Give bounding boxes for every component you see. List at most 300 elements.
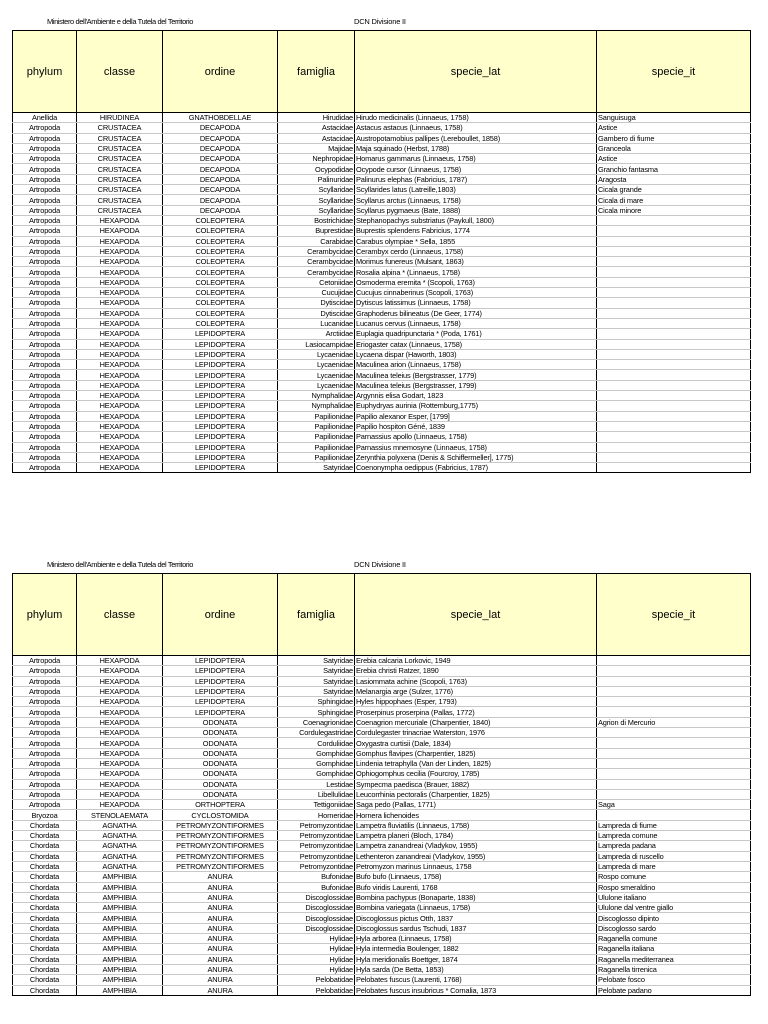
column-header-specie-it[interactable]: specie_it	[597, 31, 751, 113]
table-row[interactable]	[13, 370, 751, 380]
table-row[interactable]	[13, 113, 751, 123]
table-row[interactable]	[13, 769, 751, 779]
cell-ordine: DECAPODA	[163, 174, 278, 184]
cell-specie-lat: Papilio alexanor Esper, [1799]	[355, 411, 597, 421]
cell-famiglia: Cucujidae	[278, 288, 355, 298]
table-row[interactable]	[13, 810, 751, 820]
cell-famiglia: Scyllaridae	[278, 185, 355, 195]
cell-specie-it: Granceola	[597, 143, 751, 153]
cell-specie-it: Cicala grande	[597, 185, 751, 195]
cell-specie-lat: Palinurus elephas (Fabricius, 1787)	[355, 174, 597, 184]
table-row[interactable]	[13, 308, 751, 318]
cell-specie-it	[597, 236, 751, 246]
cell-ordine: ANURA	[163, 964, 278, 974]
cell-ordine: ODONATA	[163, 758, 278, 768]
cell-famiglia: Gomphidae	[278, 748, 355, 758]
cell-famiglia: Petromyzontidae	[278, 841, 355, 851]
cell-famiglia: Lycaenidae	[278, 349, 355, 359]
cell-phylum: Artropoda	[13, 666, 77, 676]
table-row[interactable]	[13, 697, 751, 707]
cell-phylum: Artropoda	[13, 288, 77, 298]
cell-specie-it	[597, 463, 751, 473]
cell-classe: HEXAPODA	[77, 769, 163, 779]
cell-ordine: LEPIDOPTERA	[163, 656, 278, 666]
cell-famiglia: Satyridae	[278, 656, 355, 666]
cell-specie-lat: Hyla meridionalis Boettger, 1874	[355, 954, 597, 964]
cell-phylum: Artropoda	[13, 226, 77, 236]
cell-specie-it: Ululone italiano	[597, 892, 751, 902]
cell-specie-it	[597, 411, 751, 421]
cell-phylum: Chordata	[13, 892, 77, 902]
cell-phylum: Artropoda	[13, 298, 77, 308]
table-row[interactable]	[13, 401, 751, 411]
table-row[interactable]	[13, 841, 751, 851]
cell-phylum: Artropoda	[13, 143, 77, 153]
table-row[interactable]	[13, 288, 751, 298]
table-row[interactable]	[13, 748, 751, 758]
cell-specie-it	[597, 380, 751, 390]
cell-specie-it	[597, 779, 751, 789]
cell-specie-it: Cicala minore	[597, 205, 751, 215]
table-row[interactable]	[13, 143, 751, 153]
cell-phylum: Artropoda	[13, 656, 77, 666]
cell-ordine: ANURA	[163, 903, 278, 913]
table-row[interactable]	[13, 339, 751, 349]
department-title: DCN Divisione II	[354, 560, 406, 569]
cell-ordine: ANURA	[163, 872, 278, 882]
cell-specie-it: Astice	[597, 154, 751, 164]
table-row[interactable]	[13, 246, 751, 256]
cell-specie-lat: Saga pedo (Pallas, 1771)	[355, 800, 597, 810]
cell-classe: AMPHIBIA	[77, 954, 163, 964]
cell-specie-it: Raganella mediterranea	[597, 954, 751, 964]
cell-specie-lat: Dytiscus latissimus (Linnaeus, 1758)	[355, 298, 597, 308]
cell-famiglia: Pelobatidae	[278, 975, 355, 985]
cell-phylum: Chordata	[13, 820, 77, 830]
cell-classe: HEXAPODA	[77, 318, 163, 328]
cell-specie-it	[597, 656, 751, 666]
table-row[interactable]	[13, 391, 751, 401]
cell-famiglia: Gomphidae	[278, 758, 355, 768]
species-table-2	[12, 573, 751, 996]
table-row[interactable]	[13, 975, 751, 985]
table-row[interactable]	[13, 318, 751, 328]
cell-famiglia: Petromyzontidae	[278, 851, 355, 861]
cell-classe: HEXAPODA	[77, 666, 163, 676]
cell-specie-lat: Buprestis splendens Fabricius, 1774	[355, 226, 597, 236]
table-row[interactable]	[13, 779, 751, 789]
cell-famiglia: Discoglossidae	[278, 913, 355, 923]
cell-specie-it	[597, 452, 751, 462]
cell-ordine: LEPIDOPTERA	[163, 686, 278, 696]
table-row[interactable]	[13, 934, 751, 944]
cell-ordine: COLEOPTERA	[163, 298, 278, 308]
cell-ordine: ODONATA	[163, 738, 278, 748]
cell-famiglia: Lestidae	[278, 779, 355, 789]
cell-phylum: Artropoda	[13, 174, 77, 184]
column-header-ordine[interactable]: ordine	[163, 574, 278, 656]
column-header-ordine[interactable]: ordine	[163, 31, 278, 113]
cell-specie-lat: Ocypode cursor (Linnaeus, 1758)	[355, 164, 597, 174]
cell-ordine: PETROMYZONTIFORMES	[163, 851, 278, 861]
table-row[interactable]	[13, 154, 751, 164]
table-row[interactable]	[13, 944, 751, 954]
cell-famiglia: Petromyzontidae	[278, 831, 355, 841]
cell-ordine: PETROMYZONTIFORMES	[163, 831, 278, 841]
cell-specie-lat: Oxygastra curtisii (Dale, 1834)	[355, 738, 597, 748]
cell-classe: HEXAPODA	[77, 370, 163, 380]
cell-phylum: Artropoda	[13, 236, 77, 246]
ministry-title: Ministero dell'Ambiente e della Tutela del Territorio	[47, 560, 194, 569]
cell-phylum: Chordata	[13, 882, 77, 892]
cell-ordine: LEPIDOPTERA	[163, 421, 278, 431]
table-row[interactable]	[13, 185, 751, 195]
table-row[interactable]	[13, 411, 751, 421]
page-header	[0, 560, 768, 572]
cell-ordine: COLEOPTERA	[163, 257, 278, 267]
cell-specie-it: Pelobate fosco	[597, 975, 751, 985]
cell-phylum: Artropoda	[13, 370, 77, 380]
column-header-specie-lat[interactable]: specie_lat	[355, 31, 597, 113]
cell-ordine: COLEOPTERA	[163, 226, 278, 236]
cell-classe: HEXAPODA	[77, 748, 163, 758]
cell-specie-lat: Maja squinado (Herbst, 1788)	[355, 143, 597, 153]
cell-phylum: Chordata	[13, 964, 77, 974]
table-row[interactable]	[13, 267, 751, 277]
table-row[interactable]	[13, 215, 751, 225]
ministry-title: Ministero dell'Ambiente e della Tutela del Territorio	[47, 17, 194, 26]
table-row[interactable]	[13, 205, 751, 215]
cell-famiglia: Hylidae	[278, 954, 355, 964]
cell-classe: CRUSTACEA	[77, 185, 163, 195]
table-row[interactable]	[13, 329, 751, 339]
cell-classe: HEXAPODA	[77, 452, 163, 462]
table-row[interactable]	[13, 236, 751, 246]
cell-specie-it: Rospo smeraldino	[597, 882, 751, 892]
cell-phylum: Artropoda	[13, 748, 77, 758]
table-row[interactable]	[13, 656, 751, 666]
table-row[interactable]	[13, 360, 751, 370]
cell-phylum: Artropoda	[13, 308, 77, 318]
cell-specie-it: Raganella italiana	[597, 944, 751, 954]
cell-specie-it	[597, 421, 751, 431]
cell-ordine: DECAPODA	[163, 154, 278, 164]
department-title: DCN Divisione II	[354, 17, 406, 26]
cell-phylum: Chordata	[13, 841, 77, 851]
cell-phylum: Artropoda	[13, 800, 77, 810]
cell-famiglia: Satyridae	[278, 676, 355, 686]
cell-phylum: Artropoda	[13, 728, 77, 738]
table-row[interactable]	[13, 133, 751, 143]
column-header-classe[interactable]: classe	[77, 31, 163, 113]
cell-famiglia: Hylidae	[278, 944, 355, 954]
cell-famiglia: Lucanidae	[278, 318, 355, 328]
table-row[interactable]	[13, 851, 751, 861]
cell-ordine: ANURA	[163, 934, 278, 944]
cell-classe: AMPHIBIA	[77, 913, 163, 923]
table-row[interactable]	[13, 174, 751, 184]
cell-ordine: COLEOPTERA	[163, 267, 278, 277]
table-row[interactable]	[13, 164, 751, 174]
table-row[interactable]	[13, 903, 751, 913]
cell-specie-lat: Astacus astacus (Linnaeus, 1758)	[355, 123, 597, 133]
column-header-phylum[interactable]: phylum	[13, 31, 77, 113]
cell-famiglia: Dytiscidae	[278, 308, 355, 318]
cell-classe: AGNATHA	[77, 820, 163, 830]
cell-famiglia: Papilionidae	[278, 432, 355, 442]
table-row[interactable]	[13, 861, 751, 871]
cell-ordine: LEPIDOPTERA	[163, 391, 278, 401]
cell-ordine: ODONATA	[163, 728, 278, 738]
table-row[interactable]	[13, 195, 751, 205]
table-row[interactable]	[13, 913, 751, 923]
table-header-row	[13, 31, 751, 113]
cell-ordine: LEPIDOPTERA	[163, 442, 278, 452]
cell-specie-it	[597, 758, 751, 768]
table-row[interactable]	[13, 789, 751, 799]
cell-famiglia: Tettigoniidae	[278, 800, 355, 810]
cell-specie-lat: Stephanopachys substriatus (Paykull, 1800)	[355, 215, 597, 225]
cell-classe: AMPHIBIA	[77, 872, 163, 882]
cell-ordine: ODONATA	[163, 748, 278, 758]
cell-famiglia: Hylidae	[278, 934, 355, 944]
cell-ordine: DECAPODA	[163, 133, 278, 143]
cell-specie-it: Rospo comune	[597, 872, 751, 882]
cell-famiglia: Ocypodidae	[278, 164, 355, 174]
cell-phylum: Artropoda	[13, 779, 77, 789]
cell-specie-lat: Carabus olympiae * Sella, 1855	[355, 236, 597, 246]
cell-classe: AMPHIBIA	[77, 934, 163, 944]
cell-specie-lat: Hyla arborea (Linnaeus, 1758)	[355, 934, 597, 944]
cell-famiglia: Satyridae	[278, 463, 355, 473]
column-header-specie-it[interactable]: specie_it	[597, 574, 751, 656]
cell-specie-lat: Bufo viridis Laurenti, 1768	[355, 882, 597, 892]
cell-specie-it	[597, 339, 751, 349]
cell-famiglia: Astacidae	[278, 123, 355, 133]
cell-famiglia: Cetoniidae	[278, 277, 355, 287]
cell-famiglia: Dytiscidae	[278, 298, 355, 308]
cell-famiglia: Nymphalidae	[278, 401, 355, 411]
cell-specie-lat: Ophiogomphus cecilia (Fourcroy, 1785)	[355, 769, 597, 779]
cell-specie-lat: Hyla intermedia Boulenger, 1882	[355, 944, 597, 954]
cell-ordine: COLEOPTERA	[163, 215, 278, 225]
cell-ordine: LEPIDOPTERA	[163, 360, 278, 370]
cell-phylum: Artropoda	[13, 717, 77, 727]
table-row[interactable]	[13, 277, 751, 287]
cell-specie-lat: Gomphus flavipes (Charpentier, 1825)	[355, 748, 597, 758]
cell-classe: HIRUDINEA	[77, 113, 163, 123]
cell-phylum: Chordata	[13, 831, 77, 841]
cell-phylum: Chordata	[13, 861, 77, 871]
cell-specie-it	[597, 666, 751, 676]
cell-specie-lat: Argynnis elisa Godart, 1823	[355, 391, 597, 401]
cell-classe: AGNATHA	[77, 831, 163, 841]
table-row[interactable]	[13, 432, 751, 442]
cell-classe: HEXAPODA	[77, 380, 163, 390]
cell-famiglia: Sphingidae	[278, 707, 355, 717]
cell-specie-lat: Eriogaster catax (Linnaeus, 1758)	[355, 339, 597, 349]
cell-classe: HEXAPODA	[77, 360, 163, 370]
cell-specie-it	[597, 738, 751, 748]
cell-specie-it: Lampreda di fiume	[597, 820, 751, 830]
cell-specie-it	[597, 810, 751, 820]
cell-ordine: LEPIDOPTERA	[163, 452, 278, 462]
cell-specie-lat: Euplagia quadripunctaria * (Poda, 1761)	[355, 329, 597, 339]
cell-classe: CRUSTACEA	[77, 123, 163, 133]
table-row[interactable]	[13, 380, 751, 390]
cell-specie-it	[597, 277, 751, 287]
table-row[interactable]	[13, 738, 751, 748]
cell-specie-it	[597, 246, 751, 256]
table-row[interactable]	[13, 728, 751, 738]
cell-specie-it	[597, 329, 751, 339]
page-header	[0, 17, 768, 29]
table-row[interactable]	[13, 676, 751, 686]
table-row[interactable]	[13, 985, 751, 995]
cell-ordine: LEPIDOPTERA	[163, 380, 278, 390]
cell-phylum: Artropoda	[13, 205, 77, 215]
cell-ordine: PETROMYZONTIFORMES	[163, 841, 278, 851]
table-row[interactable]	[13, 666, 751, 676]
cell-phylum: Chordata	[13, 913, 77, 923]
cell-ordine: LEPIDOPTERA	[163, 697, 278, 707]
cell-famiglia: Papilionidae	[278, 442, 355, 452]
table-row[interactable]	[13, 463, 751, 473]
cell-specie-it	[597, 318, 751, 328]
table-row[interactable]	[13, 954, 751, 964]
cell-ordine: GNATHOBDELLAE	[163, 113, 278, 123]
table-row[interactable]	[13, 257, 751, 267]
cell-famiglia: Scyllaridae	[278, 195, 355, 205]
cell-specie-lat: Coenonympha oedippus (Fabricius, 1787)	[355, 463, 597, 473]
column-header-classe[interactable]: classe	[77, 574, 163, 656]
column-header-phylum[interactable]: phylum	[13, 574, 77, 656]
cell-specie-it: Raganella comune	[597, 934, 751, 944]
cell-specie-it: Cicala di mare	[597, 195, 751, 205]
cell-famiglia: Bufonidae	[278, 872, 355, 882]
cell-ordine: CYCLOSTOMIDA	[163, 810, 278, 820]
cell-specie-lat: Leucorrhinia pectoralis (Charpentier, 1825)	[355, 789, 597, 799]
cell-ordine: LEPIDOPTERA	[163, 666, 278, 676]
table-row[interactable]	[13, 226, 751, 236]
table-row[interactable]	[13, 758, 751, 768]
cell-phylum: Artropoda	[13, 329, 77, 339]
cell-ordine: LEPIDOPTERA	[163, 339, 278, 349]
cell-specie-lat: Lycaena dispar (Haworth, 1803)	[355, 349, 597, 359]
table-row[interactable]	[13, 452, 751, 462]
table-row[interactable]	[13, 831, 751, 841]
cell-classe: HEXAPODA	[77, 257, 163, 267]
cell-ordine: DECAPODA	[163, 164, 278, 174]
cell-classe: HEXAPODA	[77, 738, 163, 748]
cell-ordine: DECAPODA	[163, 185, 278, 195]
cell-specie-lat: Morimus funereus (Mulsant, 1863)	[355, 257, 597, 267]
cell-specie-it: Saga	[597, 800, 751, 810]
cell-phylum: Artropoda	[13, 401, 77, 411]
table-row[interactable]	[13, 882, 751, 892]
cell-classe: HEXAPODA	[77, 676, 163, 686]
cell-famiglia: Hylidae	[278, 964, 355, 974]
table-row[interactable]	[13, 349, 751, 359]
cell-classe: HEXAPODA	[77, 432, 163, 442]
table-body	[13, 113, 751, 473]
cell-famiglia: Nephropidae	[278, 154, 355, 164]
table-row[interactable]	[13, 800, 751, 810]
cell-specie-it: Lampreda padana	[597, 841, 751, 851]
table-row[interactable]	[13, 442, 751, 452]
species-table-1	[12, 30, 751, 473]
cell-famiglia: Lasiocampidae	[278, 339, 355, 349]
cell-classe: HEXAPODA	[77, 707, 163, 717]
table-row[interactable]	[13, 686, 751, 696]
cell-classe: HEXAPODA	[77, 267, 163, 277]
cell-specie-lat: Lampetra planeri (Bloch, 1784)	[355, 831, 597, 841]
cell-famiglia: Cerambycidae	[278, 267, 355, 277]
cell-ordine: COLEOPTERA	[163, 277, 278, 287]
column-header-famiglia[interactable]: famiglia	[278, 574, 355, 656]
cell-ordine: ANURA	[163, 985, 278, 995]
cell-phylum: Artropoda	[13, 318, 77, 328]
cell-phylum: Bryozoa	[13, 810, 77, 820]
table-header-row	[13, 574, 751, 656]
cell-specie-lat: Scyllarides latus (Latreille,1803)	[355, 185, 597, 195]
cell-ordine: COLEOPTERA	[163, 246, 278, 256]
cell-specie-lat: Osmoderma eremita * (Scopoli, 1763)	[355, 277, 597, 287]
table-body	[13, 656, 751, 996]
cell-classe: AMPHIBIA	[77, 882, 163, 892]
cell-specie-lat: Petromyzon marinus Linnaeus, 1758	[355, 861, 597, 871]
cell-specie-it	[597, 370, 751, 380]
cell-specie-it: Lampreda di ruscello	[597, 851, 751, 861]
cell-classe: HEXAPODA	[77, 442, 163, 452]
cell-ordine: DECAPODA	[163, 143, 278, 153]
cell-famiglia: Discoglossidae	[278, 903, 355, 913]
cell-famiglia: Scyllaridae	[278, 205, 355, 215]
cell-specie-it	[597, 267, 751, 277]
cell-classe: HEXAPODA	[77, 728, 163, 738]
table-row[interactable]	[13, 820, 751, 830]
table-row[interactable]	[13, 964, 751, 974]
table-row[interactable]	[13, 707, 751, 717]
table-row[interactable]	[13, 421, 751, 431]
cell-famiglia: Satyridae	[278, 666, 355, 676]
cell-classe: HEXAPODA	[77, 215, 163, 225]
table-row[interactable]	[13, 892, 751, 902]
column-header-specie-lat[interactable]: specie_lat	[355, 574, 597, 656]
cell-phylum: Anellida	[13, 113, 77, 123]
cell-famiglia: Papilionidae	[278, 411, 355, 421]
cell-classe: CRUSTACEA	[77, 154, 163, 164]
cell-ordine: ANURA	[163, 923, 278, 933]
column-header-famiglia[interactable]: famiglia	[278, 31, 355, 113]
table-row[interactable]	[13, 123, 751, 133]
cell-phylum: Artropoda	[13, 738, 77, 748]
table-row[interactable]	[13, 298, 751, 308]
table-row[interactable]	[13, 872, 751, 882]
cell-phylum: Artropoda	[13, 432, 77, 442]
cell-specie-lat: Pelobates fuscus (Laurenti, 1768)	[355, 975, 597, 985]
table-row[interactable]	[13, 923, 751, 933]
cell-specie-it: Aragosta	[597, 174, 751, 184]
cell-ordine: LEPIDOPTERA	[163, 401, 278, 411]
cell-phylum: Chordata	[13, 944, 77, 954]
cell-classe: AMPHIBIA	[77, 975, 163, 985]
cell-classe: HEXAPODA	[77, 391, 163, 401]
table-row[interactable]	[13, 717, 751, 727]
cell-classe: AGNATHA	[77, 861, 163, 871]
cell-phylum: Artropoda	[13, 686, 77, 696]
cell-phylum: Artropoda	[13, 339, 77, 349]
